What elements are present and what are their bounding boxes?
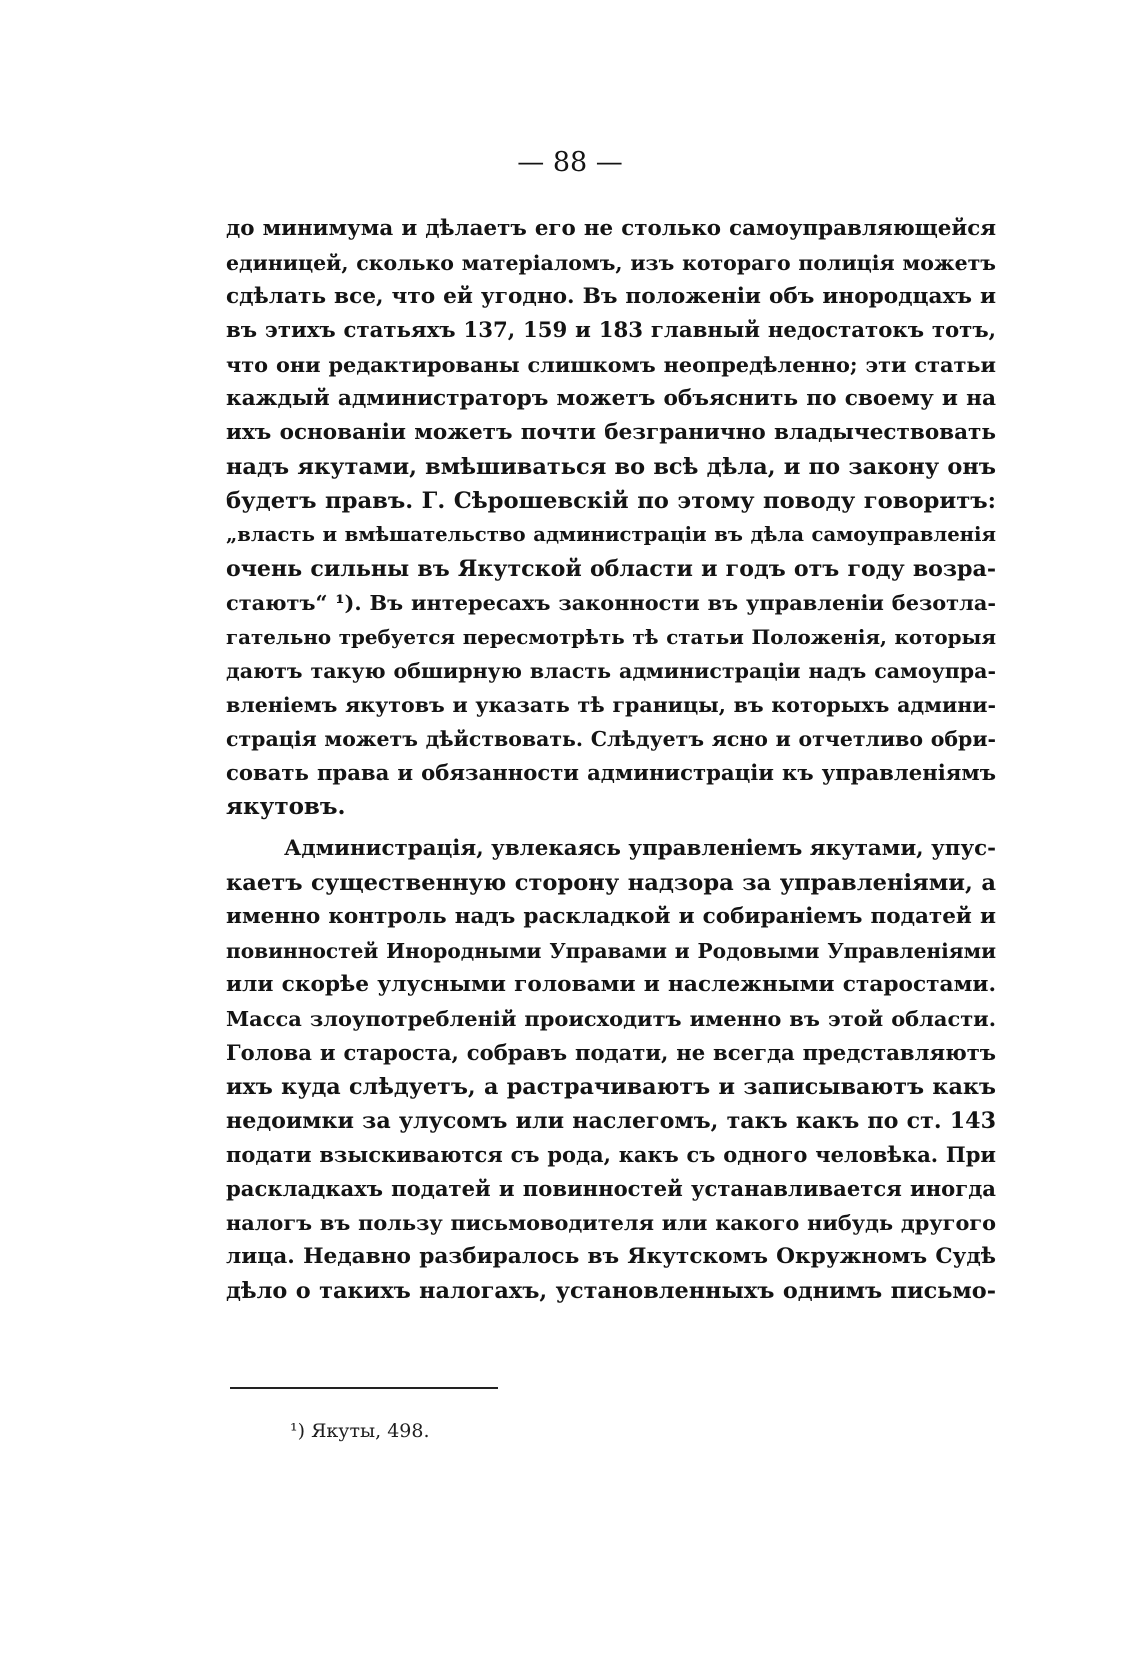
- text-line: налогъ въ пользу письмоводителя или какого нибудь другого: [226, 1210, 996, 1235]
- body-text: [226, 212, 996, 1308]
- text-line: каждый администраторъ можетъ объяснить по своему и на: [226, 386, 996, 411]
- paragraph: [226, 832, 996, 1308]
- text-line: сдѣлать все, что ей угодно. Въ положеніи объ инородцахъ и: [226, 284, 996, 309]
- text-line: вленіемъ якутовъ и указать тѣ границы, въ которыхъ админи-: [226, 693, 996, 717]
- footnote-marker: ¹): [290, 1420, 306, 1442]
- text-line: ихъ основаніи можетъ почти безгранично владычествовать: [226, 420, 996, 445]
- paragraph: [226, 212, 996, 824]
- text-line: стаютъ“ ¹). Въ интересахъ законности въ управленіи безотла-: [226, 590, 996, 615]
- text-line: будетъ правъ. Г. Сѣрошевскій по этому поводу говоритъ:: [226, 488, 996, 514]
- footnote-divider: [230, 1387, 498, 1389]
- text-line: что они редактированы слишкомъ неопредѣленно; эти статьи: [226, 352, 996, 377]
- text-line: ихъ куда слѣдуетъ, а растрачиваютъ и записываютъ какъ: [226, 1074, 996, 1100]
- text-line: даютъ такую обширную власть администраціи надъ самоупра-: [226, 659, 996, 683]
- text-line: гательно требуется пересмотрѣть тѣ статьи Положенія, которыя: [226, 625, 996, 649]
- text-line: надъ якутами, вмѣшиваться во всѣ дѣла, и по закону онъ: [226, 454, 996, 480]
- footnote: [290, 1418, 430, 1444]
- text-line: подати взыскиваются съ рода, какъ съ одного человѣка. При: [226, 1142, 996, 1167]
- text-line: именно контроль надъ раскладкой и собираніемъ податей и: [226, 904, 996, 929]
- text-line: очень сильны въ Якутской области и годъ отъ году возра-: [226, 556, 996, 582]
- text-line: „власть и вмѣшательство администраціи въ дѣла самоуправленія: [226, 523, 996, 546]
- text-line: лица. Недавно разбиралось въ Якутскомъ Окружномъ Судѣ: [226, 1244, 996, 1269]
- text-line: совать права и обязанности администраціи къ управленіямъ: [226, 760, 996, 785]
- text-line: Администрація, увлекаясь управленіемъ якутами, упус-: [284, 836, 996, 861]
- text-line: въ этихъ статьяхъ 137, 159 и 183 главный недостатокъ тотъ,: [226, 318, 996, 343]
- text-line: якутовъ.: [226, 793, 346, 820]
- text-line: страція можетъ дѣйствовать. Слѣдуетъ ясно и отчетливо обри-: [226, 727, 996, 751]
- text-line: единицей, сколько матеріаломъ, изъ котораго полиція можетъ: [226, 251, 996, 275]
- footnote-text: Якуты, 498.: [311, 1420, 430, 1442]
- text-line: недоимки за улусомъ или наслегомъ, такъ какъ по ст. 143: [226, 1108, 996, 1134]
- text-line: раскладкахъ податей и повинностей устанавливается иногда: [226, 1176, 996, 1201]
- page-number: — 88 —: [517, 147, 623, 178]
- text-line: до минимума и дѣлаетъ его не столько самоуправляющейся: [226, 216, 996, 241]
- paragraph-gap: [226, 824, 996, 832]
- text-line: повинностей Инородными Управами и Родовыми Управленіями: [226, 939, 996, 963]
- text-line: дѣло о такихъ налогахъ, установленныхъ однимъ письмо-: [226, 1278, 996, 1304]
- text-line: или скорѣе улусными головами и наслежными старостами.: [226, 972, 996, 997]
- text-line: Голова и староста, собравъ подати, не всегда представляютъ: [226, 1040, 996, 1065]
- text-line: каетъ существенную сторону надзора за управленіями, а: [226, 870, 996, 896]
- text-line: Масса злоупотребленій происходитъ именно въ этой области.: [226, 1006, 996, 1031]
